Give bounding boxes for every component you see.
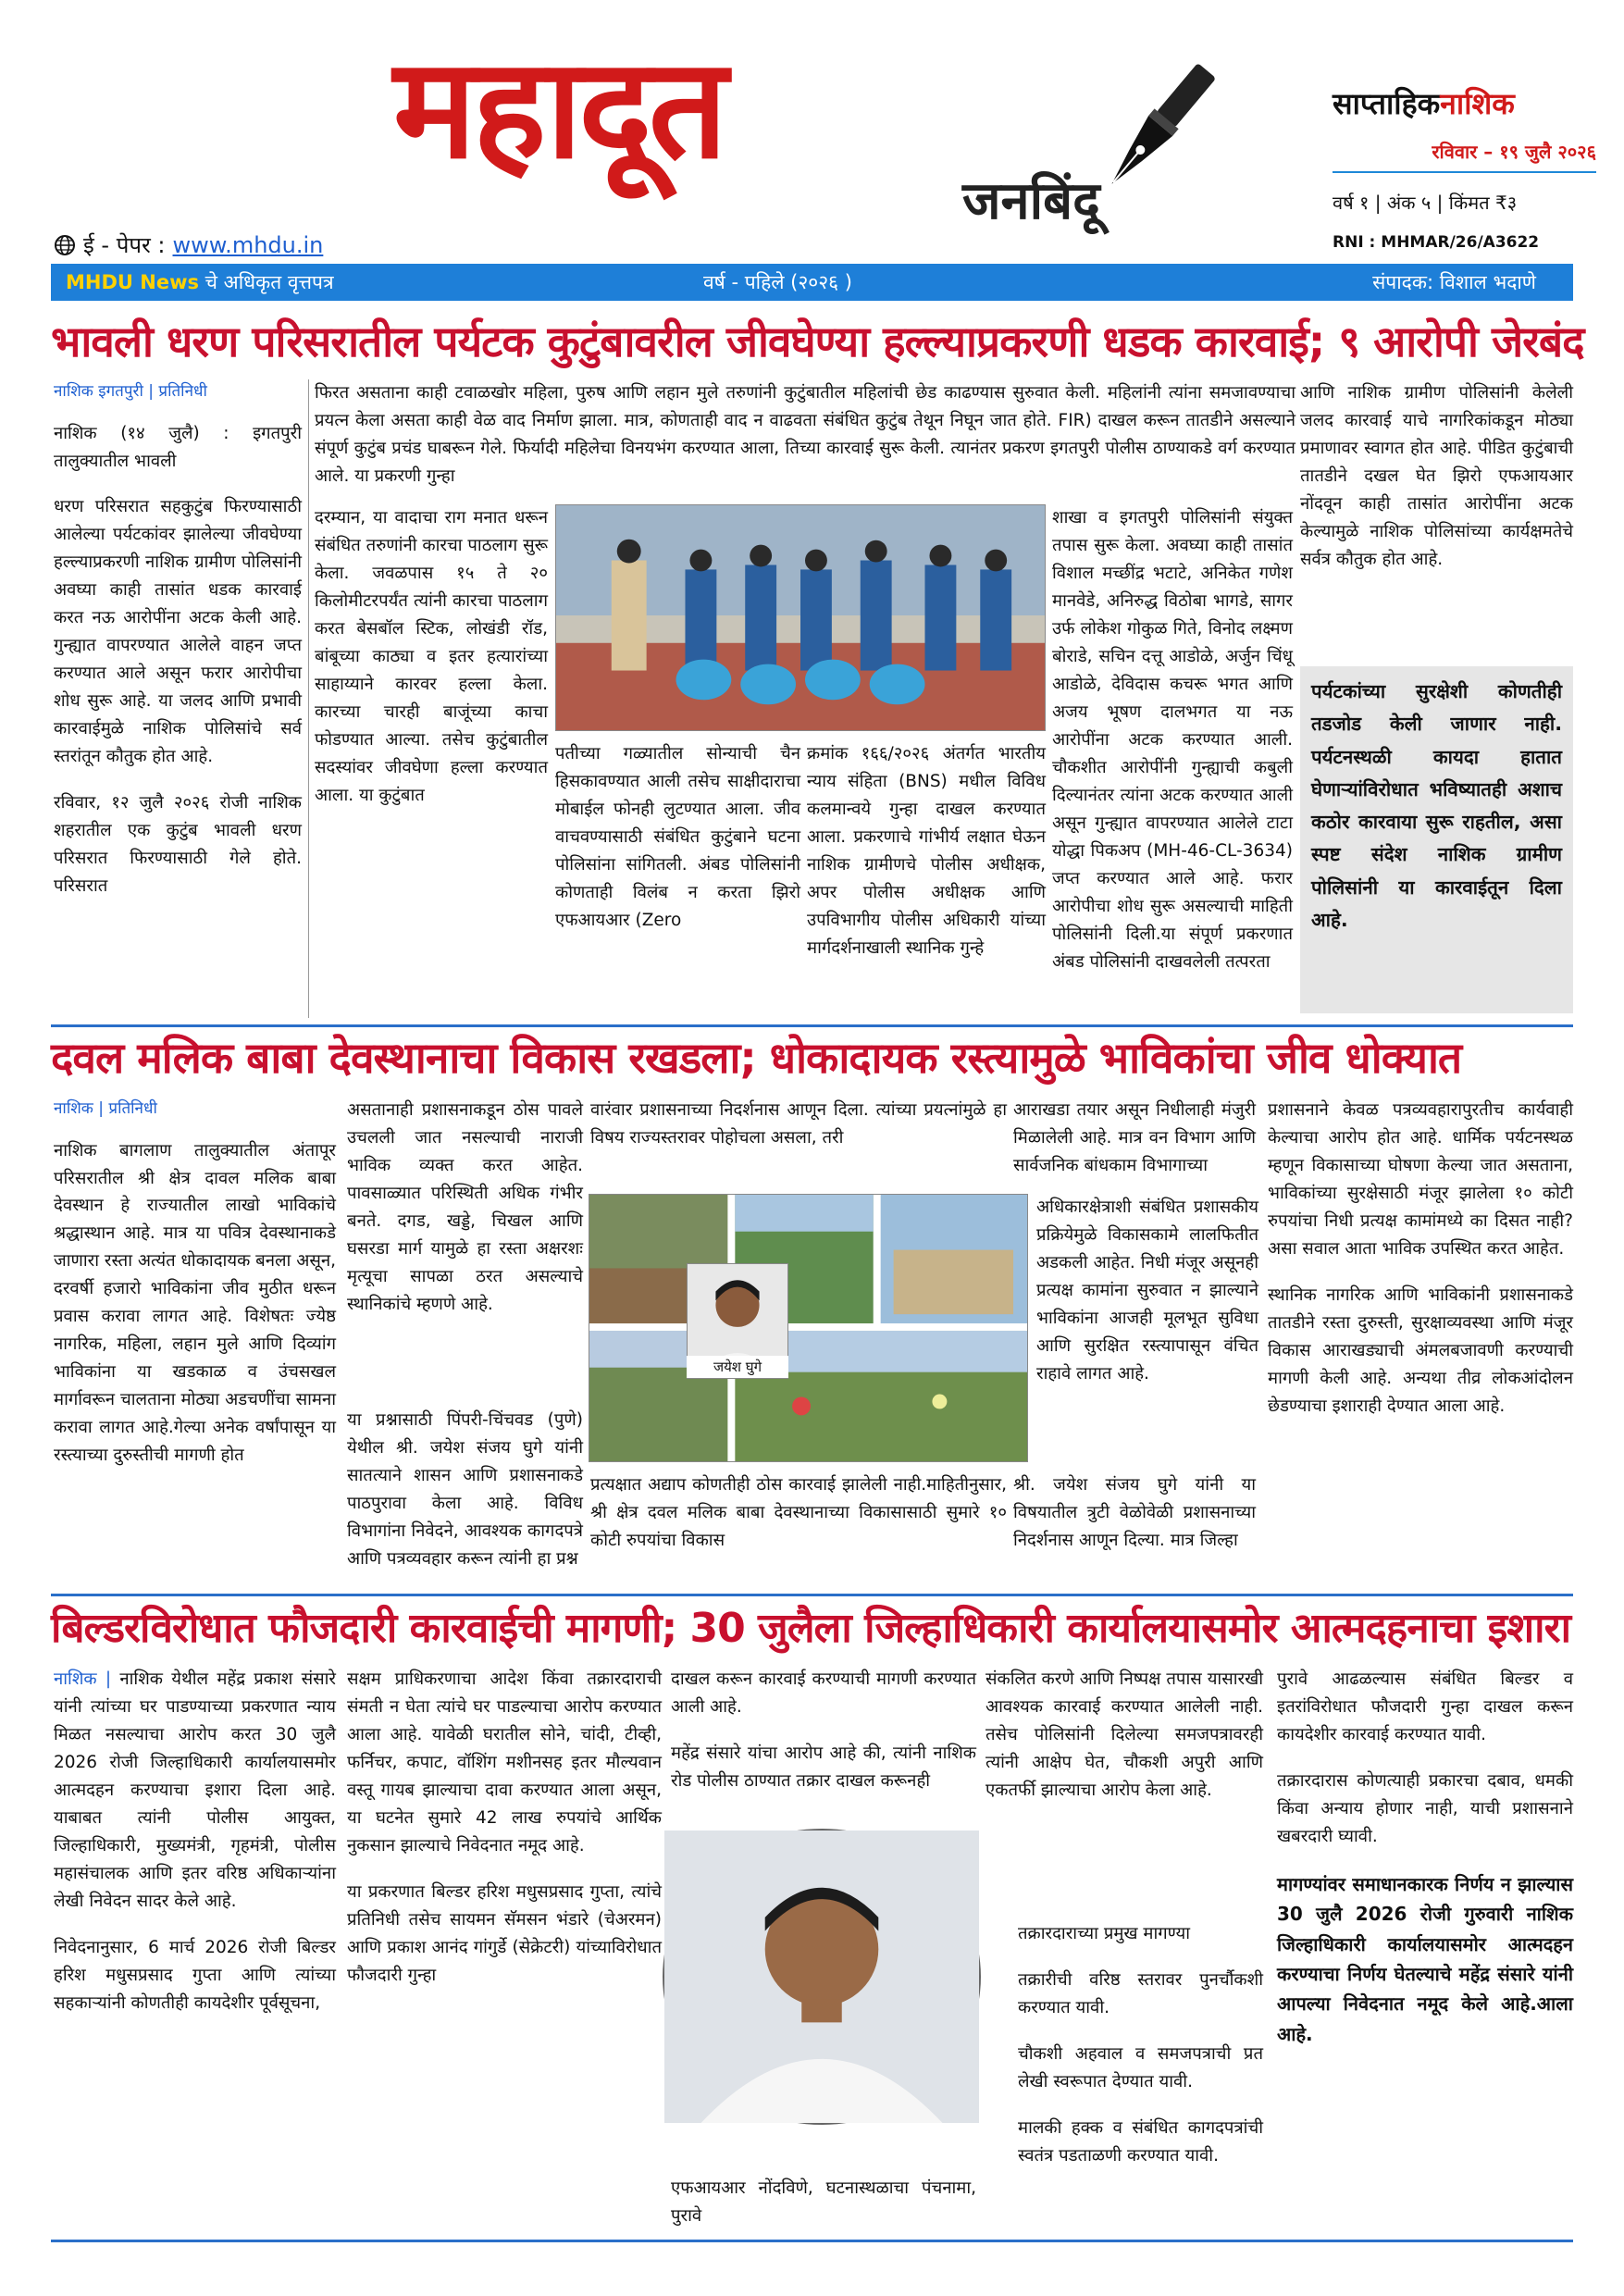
article2-col1	[54, 1097, 336, 1578]
article1-col3	[555, 740, 800, 1023]
article1-para2: धरण परिसरात सहकुटुंब फिरण्यासाठी आलेल्या पर्यटकांवर झालेल्या जीवघेण्या हल्ल्याप्रकरणी नाशिक ग्रामीण पोलिसांनी अवघ्या काही तासांत धडक कारवाई करत नऊ आरोपींना अटक केली आहे. गुन्ह्यात वापरण्यात आलेले वाहन जप्त करण्यात आले असून फरार आरोपीचा शोध सुरू आहे. या जलद आणि प्रभावी कारवाईमुळे नाशिक पोलिसांचे सर्व स्तरांतून कौतुक होत आहे.	[54, 497, 302, 767]
article3-byline: नाशिक |	[54, 1669, 112, 1689]
article1-col2-mid: दरम्यान, या वादाचा राग मनात धरून संबंधित तरुणांनी कारचा पाठलाग सुरू केला. जवळपास १५ ते २० किलोमीटरपर्यंत त्यांनी कारचा पाठलाग करत बेसबॉल स्टिक, लोखंडी रॉड, बांबूच्या काठ्या व इतर हत्यारांच्या साहाय्याने कारवर हल्ला केला. कारच्या चारही बाजूंच्या काचा फोडण्यात आल्या. तसेच कुटुंबातील सदस्यांवर जीवघेणा हल्ला करण्यात आला. या कुटुंबात	[315, 508, 548, 805]
article3-col2-para2: या प्रकरणात बिल्डर हरिश मधुसप्रसाद गुप्ता, त्यांचे प्रतिनिधी तसेच सायमन सॅमसन भंडारे (चेअरमन) आणि प्रकाश आनंद गांगुर्डे (सेक्रेटरी) यांच्याविरोधात फौजदारी गुन्हा	[347, 1881, 662, 1985]
newspaper-logo: महादूत	[393, 27, 725, 190]
info-bar	[51, 264, 1573, 301]
article1-top-band	[315, 379, 1295, 495]
article2-photo-collage	[589, 1194, 1028, 1462]
issue-meta: वर्ष १ | अंक ५ | किंमत ₹३	[1333, 192, 1518, 214]
article2-col2-bottom	[347, 1407, 583, 1578]
article2-col2-bot: या प्रश्नासाठी पिंपरी-चिंचवड (पुणे) येथील श्री. जयेश संजय घुगे यांनी सातत्याने शासन आणि प्रशासनाकडे पाठपुरावा केला आहे. विविध विभागांना निवेदने, आवश्यक कागदपत्रे आणि पत्रव्यवहार करून त्यांनी हा प्रश्न	[347, 1410, 583, 1569]
demand-item: मालकी हक्क व संबंधित कागदपत्रांची स्वतंत्र पडताळणी करण्यात यावी.	[1018, 2117, 1263, 2166]
demands-heading: तक्रारदाराच्या प्रमुख मागण्या	[1018, 1924, 1190, 1943]
article3-col3-para2: महेंद्र संसारे यांचा आरोप आहे की, त्यांनी नाशिक रोड पोलीस ठाण्यात तक्रार दाखल करूनही	[671, 1743, 976, 1791]
demand-item: तक्रारीची वरिष्ठ स्तरावर पुनर्चौकशी करण्यात यावी.	[1018, 1969, 1263, 2017]
article3-para2: निवेदनानुसार, 6 मार्च 2026 रोजी बिल्डर हरिश मधुसप्रसाद गुप्ता आणि त्यांच्या सहकाऱ्यांनी कोणतीही कायदेशीर पूर्वसूचना,	[54, 1937, 336, 2013]
article2-col2	[347, 1097, 583, 1314]
article1-col5-text: शाखा व इगतपुरी पोलिसांनी संयुक्त तपास सुरू केला. अवघ्या काही तासांत विशाल मच्छींद्र भटाटे, अनिकेत गणेश मानवेडे, अनिरुद्ध विठोबा भागडे, सागर उर्फ लोकेश गोकुळ गिते, विनोद लक्ष्मण बोराडे, सचिन दत्तू आडोळे, अर्जुन चिंधू आडोळे, देविदास कचरू भगत आणि अजय भूषण दालभगत या नऊ आरोपींना अटक करण्यात आली. चौकशीत आरोपींनी गुन्ह्याची कबुली दिल्यानंतर त्यांना अटक करण्यात आली असून गुन्ह्यात वापरण्यात आलेले टाटा योद्धा पिकअप (MH-46-CL-3634) जप्त करण्यात आले आहे. फरार आरोपीचा शोध सुरू असल्याची माहिती पोलिसांनी दिली.या संपूर्ण प्रकरणात अंबड पोलिसांनी दाखवलेली तत्परता	[1052, 508, 1293, 972]
article3-demands	[1018, 1920, 1263, 2230]
weekly-text: साप्ताहिक	[1333, 86, 1441, 121]
epaper-link[interactable]: www.mhdu.in	[172, 231, 324, 258]
article3-para1	[54, 1666, 336, 1916]
article1-col2-top: फिरत असताना काही टवाळखोर महिला, पुरुष आणि लहान मुले तरुणांनी कुटुंबातील महिलांची छेड काढण्यास सुरुवात केली. महिलांनी त्यांना समजावण्याचा प्रयत्न केला असता काही वेळ वाद निर्माण झाला. मात्र, कोणताही वाद न वाढवता संबंधित कुटुंब तेथून निघून जात होते.	[315, 383, 1295, 430]
epaper-label: ई - पेपर :	[83, 232, 166, 258]
article1-col2	[315, 504, 548, 1023]
article2-col5-text: प्रशासनाने केवळ पत्रव्यवहारापुरतीच कार्यवाही केल्याचा आरोप होत आहे. धार्मिक पर्यटनस्थळ म्हणून विकासाच्या घोषणा केल्या जात असताना, भाविकांच्या सुरक्षेसाठी मंजूर झालेला १० कोटी रुपयांचा निधी प्रत्यक्ष कामांमध्ये का दिसत नाही? असा सवाल आता भाविक उपस्थित करत आहेत.	[1268, 1100, 1573, 1259]
article1-para1: नाशिक (१४ जुलै) : इगतपुरी तालुक्यातील भावली	[54, 423, 302, 471]
article2-col3-top: वारंवार प्रशासनाच्या निदर्शनास आणून दिला. त्यांच्या प्रयत्नांमुळे हा विषय राज्यस्तरावर पोहोचला असला, तरी	[590, 1100, 1007, 1148]
article3-headline: बिल्डरविरोधात फौजदारी कारवाईची मागणी; 30 जुलैला जिल्हाधिकारी कार्यालयासमोर आत्मदहनाचा इशारा	[51, 1605, 1570, 1652]
article2-byline: नाशिक | प्रतिनिधी	[54, 1099, 157, 1118]
article1-photo	[555, 504, 1046, 731]
weekly-label	[1333, 83, 1515, 123]
newspaper-subtitle: जनबिंदू	[962, 171, 1100, 231]
article2-col3-bottom	[590, 1471, 1007, 1578]
bar-editor: संपादक: विशाल भदाणे	[1372, 271, 1536, 293]
article2-col4-middle	[1036, 1194, 1258, 1462]
article2-col4-bot: श्री. जयेश संजय घुगे यांनी या विषयातील त्रुटी वेळोवेळी प्रशासनाच्या निदर्शनास आणून दिल्या. मात्र जिल्हा	[1013, 1475, 1256, 1550]
article3-para1-text: नाशिक येथील महेंद्र प्रकाश संसारे यांनी त्यांच्या घर पाडण्याच्या प्रकरणात न्याय मिळत नसल्याचा आरोप करत 30 जुलै 2026 रोजी जिल्हाधिकारी कार्यालयासमोर आत्मदहन करण्याचा इशारा दिला आहे. याबाबत त्यांनी पोलीस आयुक्त, जिल्हाधिकारी, मुख्यमंत्री, गृहमंत्री, पोलीस महासंचालक आणि इतर वरिष्ठ अधिकाऱ्यांना लेखी निवेदन सादर केले आहे.	[54, 1669, 336, 1911]
article1-para3: रविवार, १२ जुलै २०२६ रोजी नाशिक शहरातील एक कुटुंब भावली धरण परिसरात फिरण्यासाठी गेले होते. परिसरात	[54, 793, 302, 897]
column-divider	[308, 379, 309, 1018]
article1-col5	[1052, 504, 1293, 1023]
article1-byline: नाशिक इगतपुरी | प्रतिनिधी	[54, 382, 207, 401]
article3-col5-para2: तक्रारदारास कोणत्याही प्रकारचा दबाव, धमकी किंवा अन्याय होणार नाही, याची प्रशासनाने खबरदारी घ्यावी.	[1277, 1770, 1573, 1846]
pen-nib-icon	[1078, 51, 1231, 213]
article2-col1-text: नाशिक बागलाण तालुक्यातील अंतापूर परिसरातील श्री क्षेत्र दावल मलिक बाबा देवस्थान हे राज्यातील लाखो भाविकांचे श्रद्धास्थान आहे. मात्र या पवित्र देवस्थानाकडे जाणारा रस्ता अत्यंत धोकादायक बनला असून, दरवर्षी हजारो भाविकांना जीव मुठीत धरून प्रवास करावा लागत आहे. विशेषतः ज्येष्ठ नागरिक, महिला, लहान मुले आणि दिव्यांग भाविकांना या खडकाळ व उंचसखल मार्गावरून चालताना मोठ्या अडचणींचा सामना करावा लागत आहे.गेल्या अनेक वर्षांपासून या रस्त्याच्या दुरुस्तीची मागणी होत	[54, 1140, 336, 1466]
globe-icon	[54, 234, 76, 256]
mahendra-sansare-portrait	[663, 1829, 981, 2125]
article2-col2-top: असतानाही प्रशासनाकडून ठोस पावले उचलली जात नसल्याची नाराजी भाविक व्यक्त करत आहेत. पावसाळ्यात परिस्थिती अधिक गंभीर बनते. दगड, खड्डे, चिखल आणि घसरडा मार्ग यामुळे हा रस्ता अक्षरशः मृत्यूचा सापळा ठरत असल्याचे स्थानिकांचे म्हणणे आहे.	[347, 1100, 583, 1314]
article3-col2	[347, 1666, 662, 2230]
article2-col4	[1013, 1097, 1256, 1185]
photo-caption: जयेश घुगे	[687, 1356, 788, 1378]
article2-col4-mid: अधिकारक्षेत्राशी संबंधित प्रशासकीय प्रक्रियेमुळे विकासकामे लालफितीत अडकली आहेत. निधी मंजूर असूनही प्रत्यक्ष कामांना सुरुवात न झाल्याने भाविकांना आजही मूलभूत सुविधा आणि सुरक्षित रस्त्यापासून वंचित राहावे लागत आहे.	[1036, 1198, 1258, 1384]
section-divider	[51, 1594, 1573, 1596]
article2-col5	[1268, 1097, 1573, 1578]
article3-col5-para1: पुरावे आढळल्यास संबंधित बिल्डर व इतरांविरोधात फौजदारी गुन्हा दाखल करून कायदेशीर कारवाई करण्यात यावी.	[1277, 1669, 1573, 1744]
article3-col4	[986, 1666, 1263, 1906]
article3-col3-para1: दाखल करून कारवाई करण्याची मागणी करण्यात आली आहे.	[671, 1669, 976, 1717]
article3-col2-para1: सक्षम प्राधिकरणाचा आदेश किंवा तक्रारदाराची संमती न घेता त्यांचे घर पाडल्याचा आरोप करण्यात आला आहे. यावेळी घरातील सोने, चांदी, टीव्ही, फर्निचर, कपाट, वॉशिंग मशीनसह इतर मौल्यवान वस्तू गायब झाल्याचा दावा करण्यात आला असून, या घटनेत सुमारे 42 लाख रुपयांचे आर्थिक नुकसान झाल्याचे निवेदनात नमूद आहे.	[347, 1669, 662, 1855]
article1-col6-text: आणि नाशिक ग्रामीण पोलिसांनी केलेली जलद कारवाई याचे नागरिकांकडून मोठ्या प्रमाणावर स्वागत होत आहे. पीडित कुटुंबाची तातडीने दखल घेत झिरो एफआयआर नोंदवून काही तासांत आरोपींना अटक केल्यामुळे नाशिक पोलिसांच्या कार्यक्षमतेचे सर्वत्र कौतुक होत आहे.	[1300, 383, 1573, 569]
demand-item: चौकशी अहवाल व समजपत्राची प्रत लेखी स्वरूपात देण्यात यावी.	[1018, 2043, 1263, 2091]
article1-highlight: पर्यटकांच्या सुरक्षेशी कोणतीही तडजोड केली जाणार नाही. पर्यटनस्थळी कायदा हातात घेणाऱ्यांविरोधात भविष्यातही अशाच कठोर कारवाया सुरू राहतील, असा स्पष्ट संदेश नाशिक ग्रामीण पोलिसांनी या कारवाईतून दिला आहे.	[1300, 666, 1573, 1013]
city-name: नाशिक	[1440, 86, 1515, 121]
article3-col3-bottom	[671, 2175, 976, 2230]
article2-headline: दवल मलिक बाबा देवस्थानाचा विकास रखडला; धोकादायक रस्त्यामुळे भाविकांचा जीव धोक्यात	[51, 1033, 1462, 1083]
article1-col4	[807, 740, 1046, 1023]
bar-brand-name: MHDU News	[66, 271, 199, 293]
section-divider	[51, 1024, 1573, 1027]
article1-col4-mid: क्रमांक १६६/२०२६ अंतर्गत भारतीय न्याय संहिता (BNS) मधील विविध कलमान्वये गुन्हा दाखल करण्यात आला. प्रकरणाचे गांभीर्य लक्षात घेऊन नाशिक ग्रामीणचे पोलीस अधीक्षक, अपर पोलीस अधीक्षक आणि उपविभागीय पोलीस अधिकारी यांच्या मार्गदर्शनाखाली स्थानिक गुन्हे	[807, 744, 1046, 958]
epaper-line	[54, 230, 323, 260]
article3-col5	[1277, 1666, 1573, 2230]
article1-col6	[1300, 379, 1573, 657]
article2-col2-lower	[347, 1245, 583, 1407]
bar-brand	[66, 269, 334, 295]
article2-col4-top: आराखडा तयार असून निधीलाही मंजुरी मिळालेली आहे. मात्र वन विभाग आणि सार्वजनिक बांधकाम विभागाच्या	[1013, 1100, 1256, 1175]
article3-col3	[671, 1666, 976, 1818]
article2-col4-bottom	[1013, 1471, 1256, 1578]
article3-col4-para1: संकलित करणे आणि निष्पक्ष तपास यासारखी आवश्यक कारवाई करण्यात आलेली नाही. तसेच पोलिसांनी दिलेल्या समजपत्रावरही त्यांनी आक्षेप घेत, चौकशी अपुरी आणि एकतर्फी झाल्याचा आरोप केला आहे.	[986, 1669, 1263, 1800]
article1-col4-top: कारवाई सुरू केली. त्यानंतर प्रकरण इगतपुरी पोलीस ठाण्याकडे वर्ग करण्यात आले. या प्रकरणी गुन्हा	[315, 438, 1295, 486]
article1-col3-top: FIR) दाखल करून तातडीने असल्याने संपूर्ण कुटुंब प्रचंड घाबरून गेले. फिर्यादी महिलेचा विनयभंग करण्यात आला, तिच्या	[315, 410, 1295, 458]
issue-date: रविवार – १९ जुलै २०२६	[1333, 139, 1596, 173]
article1-col3-mid: पतीच्या गळ्यातील सोन्याची चैन हिसकावण्यात आली तसेच साक्षीदाराचा मोबाईल फोनही लुटण्यात आला. जीव वाचवण्यासाठी संबंधित कुटुंबाने घटना पोलिसांना सांगितली. अंबड पोलिसांनी कोणताही विलंब न करता झिरो एफआयआर (Zero	[555, 744, 800, 930]
page-bottom-rule	[51, 2240, 1573, 2242]
article2-col3	[590, 1097, 1007, 1185]
article3-col1	[54, 1666, 336, 2230]
article1-headline: भावली धरण परिसरातील पर्यटक कुटुंबावरील जीवघेण्या हल्ल्याप्रकरणी धडक कारवाई; ९ आरोपी जेरबंद	[51, 316, 1584, 366]
masthead	[0, 0, 1624, 259]
bar-brand-rest: चे अधिकृत वृत्तपत्र	[199, 271, 334, 293]
article2-col5b-text: स्थानिक नागरिक आणि भाविकांनी प्रशासनाकडे तातडीने रस्ता दुरुस्ती, सुरक्षाव्यवस्था आणि मंजूर विकास आराखड्याची अंमलबजावणी करण्याची मागणी केली आहे. अन्यथा तीव्र लोकआंदोलन छेडण्याचा इशाराही देण्यात आला आहे.	[1268, 1285, 1573, 1416]
bar-year: वर्ष - पहिले (२०२६ )	[703, 271, 852, 293]
article3-col3-bot: एफआयआर नोंदविणे, घटनास्थळाचा पंचनामा, पुरावे	[671, 2178, 976, 2226]
article3-col5-para3: मागण्यांवर समाधानकारक निर्णय न झाल्यास 30 जुलै 2026 रोजी गुरुवारी नाशिक जिल्हाधिकारी कार्यालयासमोर आत्मदहन करण्याचा निर्णय घेतल्याचे महेंद्र संसारे यांनी आपल्या निवेदनात नमूद केले आहे.आला आहे.	[1277, 1872, 1573, 2045]
article1-col1	[54, 379, 302, 1027]
rni-number: RNI : MHMAR/26/A3622	[1333, 233, 1540, 252]
article2-col3-bot: प्रत्यक्षात अद्याप कोणतीही ठोस कारवाई झालेली नाही.माहितीनुसार, श्री क्षेत्र दवल मलिक बाबा देवस्थानाच्या विकासासाठी सुमारे १० कोटी रुपयांचा विकास	[590, 1475, 1007, 1550]
